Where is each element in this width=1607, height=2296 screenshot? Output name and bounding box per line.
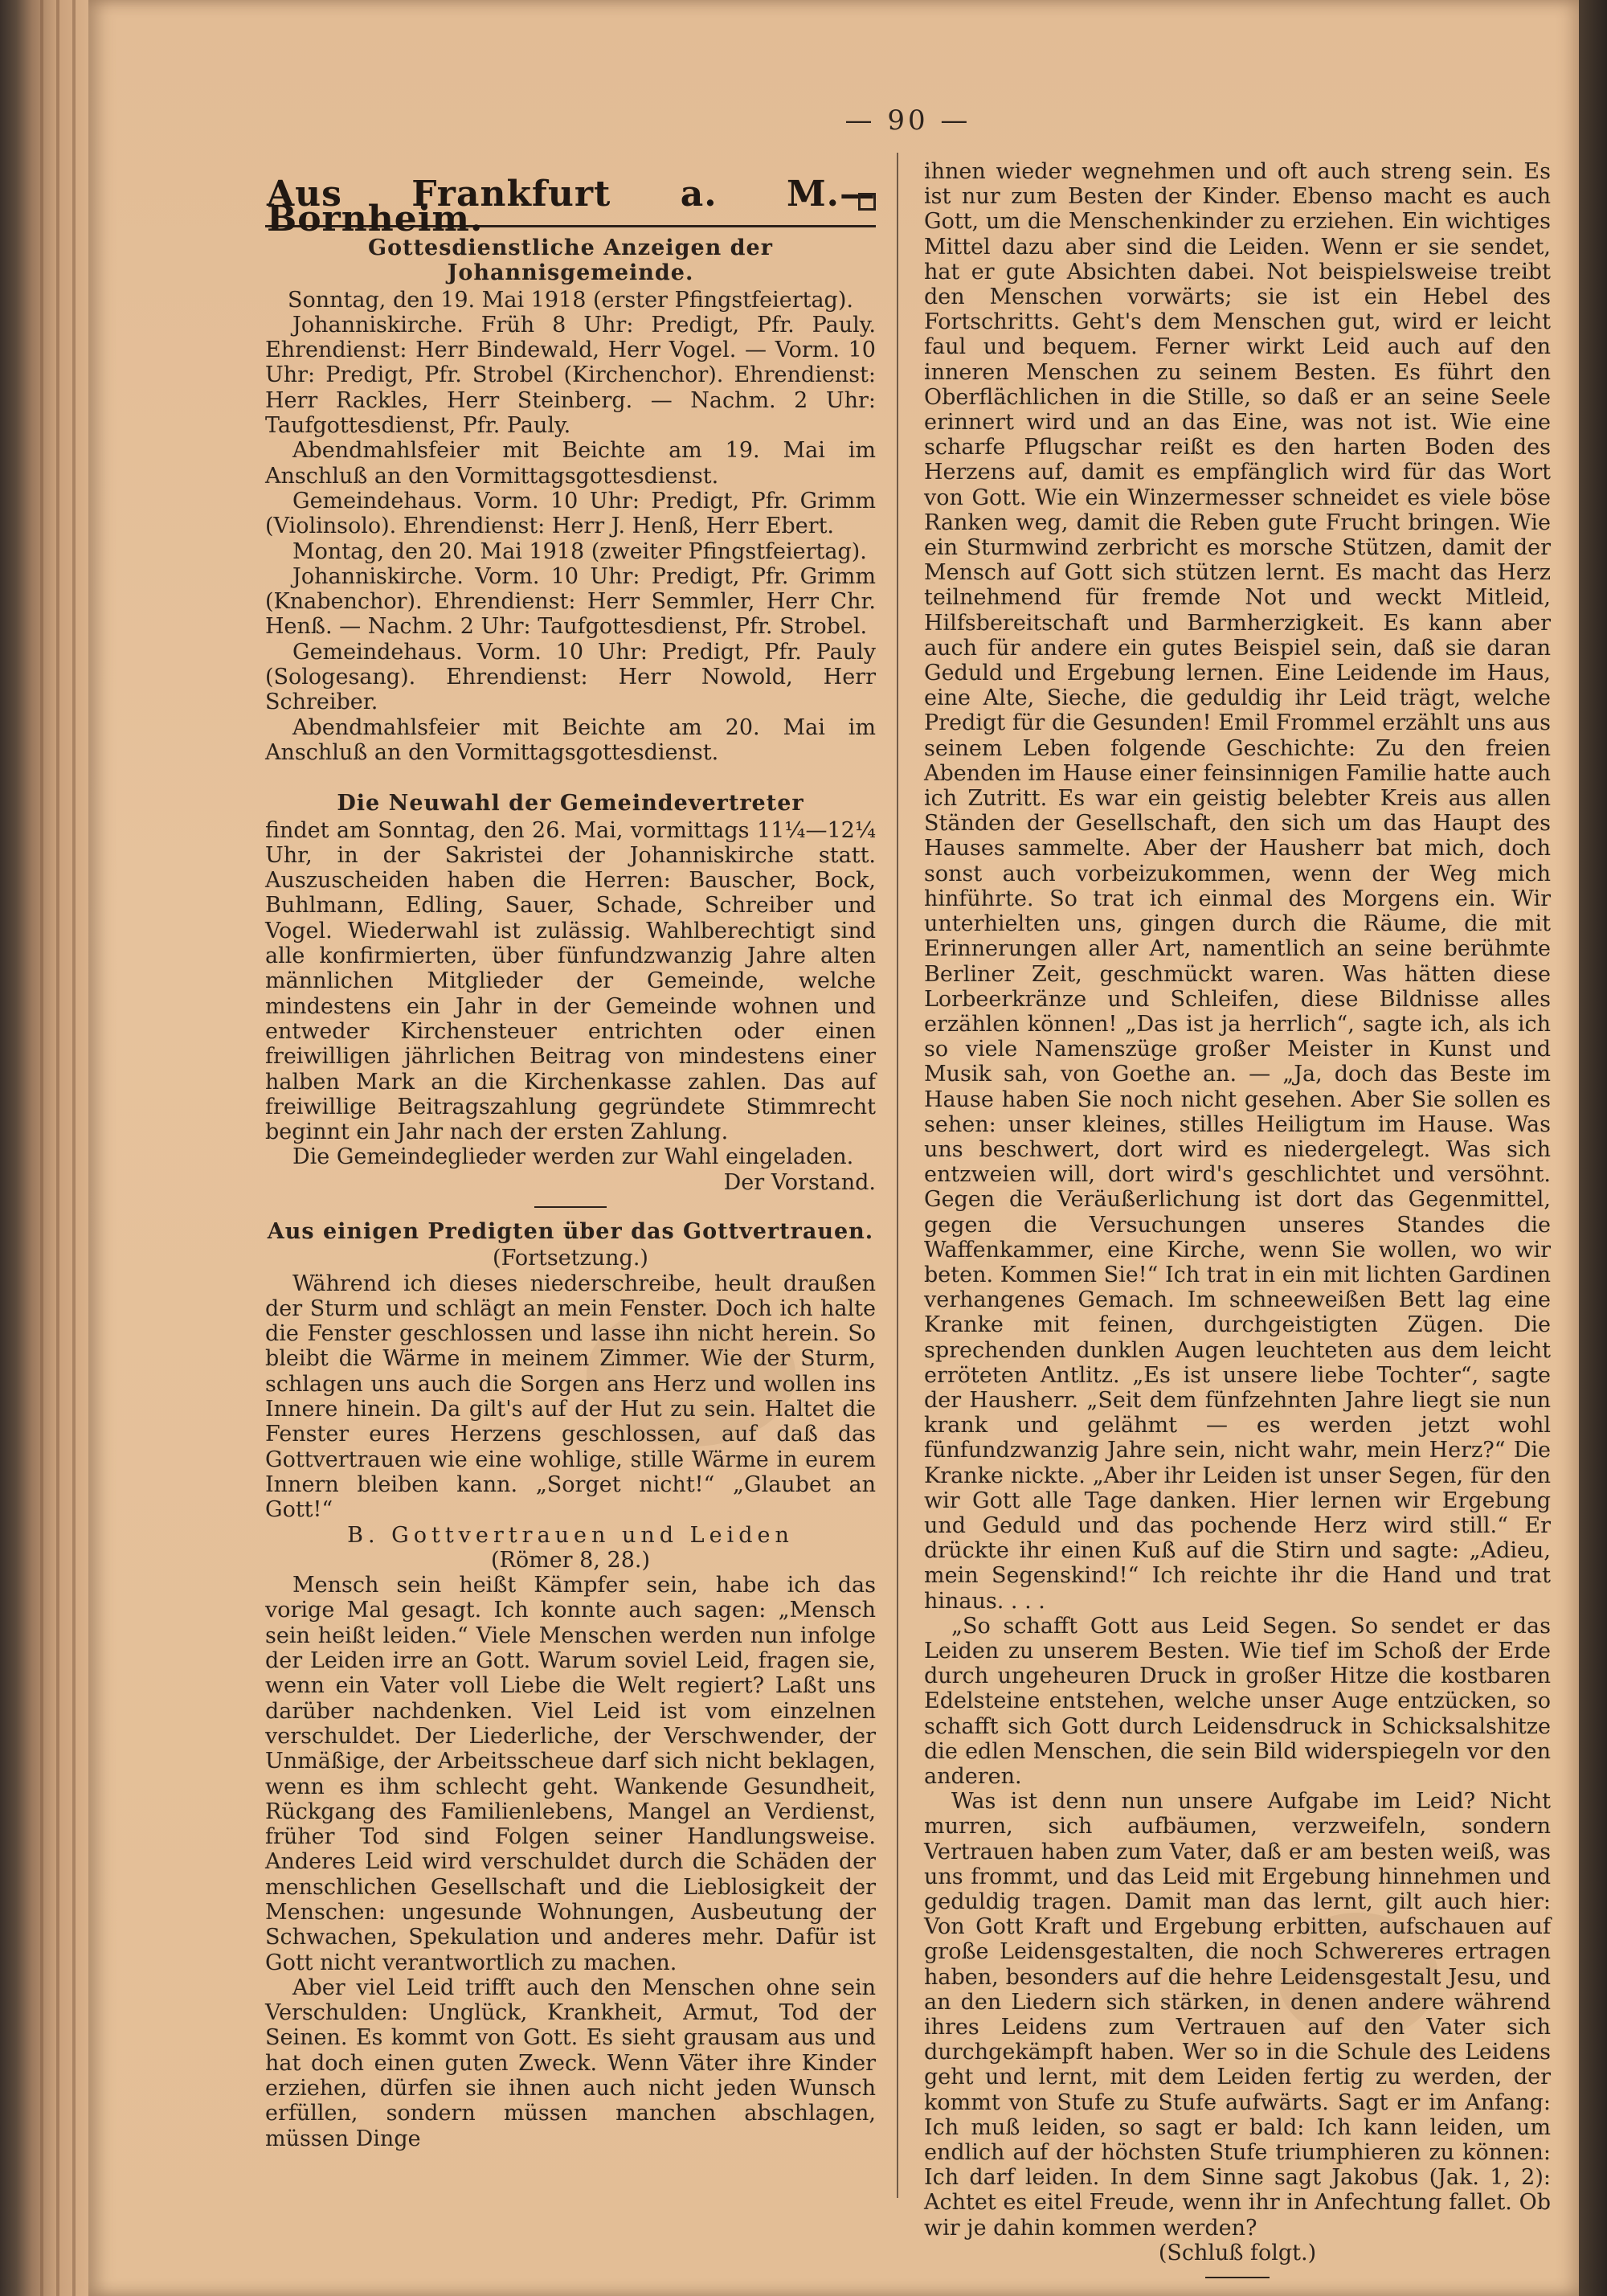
election-paragraph: Die Gemeindeglieder werden zur Wahl eingeladen. — [292, 1144, 854, 1170]
sermon-paragraph: „So schafft Gott aus Leid Segen. So sendet er das Leiden zu unserem Besten. Wie tief im Schoß der Erde durch ungeheuren Druck in großer Hitze die kostbaren Edelsteine entstehen, welche unser Auge entzücken, so schafft sich Gott durch Leidensdruck in Schicksalshitze die edlen Menschen, die sein Bild widerspiegeln vor den anderen. — [924, 1613, 1551, 1789]
spacer — [265, 765, 876, 786]
section-heading: Gottesdienstliche Anzeigen der Johannisgemeinde. — [368, 235, 773, 286]
right-column — [924, 159, 1551, 2290]
service-paragraph: Abendmahlsfeier mit Beichte am 20. Mai im Anschluß an den Vormittagsgottesdienst. — [265, 714, 876, 765]
page-edge-left-1 — [40, 0, 43, 2296]
sermon-paragraph: Aber viel Leid trifft auch den Menschen ohne sein Verschulden: Unglück, Krankheit, Armut, Tod der Seinen. Es kommt von Gott. Es sieht grausam aus und hat doch einen guten Zweck. Wenn Väter ihre Kinder erziehen, dürfen sie ihnen auch nicht jeden Wunsch erfüllen, sondern müssen manchen abschlagen, müssen Dinge — [265, 1975, 876, 2151]
section-heading: Aus einigen Predigten über das Gottvertrauen. — [267, 1218, 874, 1244]
page-edge-left-2 — [56, 0, 59, 2296]
service-date: Montag, den 20. Mai 1918 (zweiter Pfingstfeiertag). — [292, 538, 867, 564]
section-heading: Die Neuwahl der Gemeindevertreter — [337, 791, 804, 816]
column-divider — [897, 153, 898, 2198]
page-edge-left-3 — [72, 0, 76, 2296]
masthead-box-icon — [858, 193, 876, 211]
sermon-paragraph: ihnen wieder wegnehmen und oft auch streng sein. Es ist nur zum Besten der Kinder. Ebenso macht es auch Gott, um die Menschenkinder zu erziehen. Ein wichtiges Mittel dazu aber sind die Leiden. Wenn er sie sendet, hat er gute Absichten dabei. Not beispielsweise treibt den Menschen vorwärts; sie ist ein Hebel des Fortschritts. Geht's dem Menschen gut, wird er leicht faul und bequem. Ferner wirkt Leid auch auf den inneren Menschen zu seinem Besten. Es führt den Oberflächlichen in die Stille, so daß er an seine Seele erinnert wird und an das Eine, was not ist. Wie eine scharfe Pflugschar reißt es den harten Boden des Herzens auf, damit es empfänglich wird für das Wort von Gott. Wie ein Winzermesser schneidet es viele böse Ranken weg, damit die Reben gute Frucht bringen. Wie ein Sturmwind zerbricht es morsche Stützen, damit der Mensch auf Gott sich stützen lernt. Es macht das Herz teilnehmend für fremde Not und weckt Mitleid, Hilfsbereitschaft und Barmherzigkeit. Es kann aber auch für andere ein gutes Beispiel sein, daß sie daran Geduld und Ergebung lernen. Eine Leidende im Haus, eine Alte, Sieche, die geduldig ihr Leid trägt, welche Predigt für die Gesunden! Emil Frommel erzählt uns aus seinem Leben folgende Geschichte: Zu den freien Abenden im Hause einer feinsinnigen Familie hatte auch ich Zutritt. Es war ein geistig belebter Kreis aus allen Ständen der Gesellschaft, den sich um das Haupt des Hauses sammelte. Aber der Hausherr bat mich, doch sonst auch vorbeizukommen, wenn der Weg mich hinführte. So trat ich einmal des Morgens ein. Wir unterhielten uns, gingen durch die Räume, die mit Erinnerungen aller Art, namentlich an seine berühmte Berliner Zeit, geschmückt waren. Was hätten diese Lorbeerkränze und Schleifen, diese Bildnisse alles erzählen können! „Das ist ja herrlich“, sagte ich, als ich so viele Namenszüge großer Meister in Kunst und Musik sah, von Goethe an. — „Ja, doch das Beste im Hause haben Sie noch nicht gesehen. Aber Sie sollen es sehen: unser kleines, stilles Heiligtum im Hause. Was uns beschwert, dort wird es niedergelegt. Was sich entzweien will, dort wird's geschlichtet und versöhnt. Gegen die Veräußerlichung ist dort das Gegenmittel, gegen die Versuchungen unseres Standes die Waffenkammer, eine Kirche, wenn Sie wollen, wo wir beten. Kommen Sie!“ Ich trat in ein mit lichten Gardinen verhangenes Gemach. Im schneeweißen Bett lag eine Kranke mit feinen, durchgeistigten Zügen. Die sprechenden dunklen Augen leuchteten aus dem leicht erröteten Antlitz. „Es ist unsere liebe Tochter“, sagte der Hausherr. „Seit dem fünfzehnten Jahre liegt sie nun krank und gelähmt — es werden jetzt wohl fünfundzwanzig Jahre sein, nicht wahr, mein Herz?“ Die Kranke nickte. „Aber ihr Leiden ist unser Segen, für den wir Gott alle Tage danken. Hier lernen wir Ergebung und Geduld und das pochende Herz wird still.“ Er drückte ihr einen Kuß auf die Stirn und sagte: „Adieu, mein Segenskind!“ Ich reichte ihr die Hand und trat hinaus. . . . — [924, 159, 1551, 1614]
sermon-paragraph: Während ich dieses niederschreibe, heult draußen der Sturm und schlägt an mein Fenster. Doch ich halte die Fenster geschlossen und lasse ihn nicht herein. So bleibt die Wärme in meinem Zimmer. Wie der Sturm, schlagen uns auch die Sorgen ans Herz und wollen ins Innere hinein. Da gilt's auf der Hut zu sein. Haltet die Fenster eures Herzens geschlossen, auf daß das Gottvertrauen wie eine wohlige, stille Wärme in eurem Innern bleiben kann. „Sorget nicht!“ „Glaubet an Gott!“ — [265, 1271, 876, 1523]
page-number: — 90 — — [844, 104, 971, 137]
service-paragraph: Gemeindehaus. Vorm. 10 Uhr: Predigt, Pfr. Pauly (Sologesang). Ehrendienst: Herr Nowold, Herr Schreiber. — [265, 639, 876, 715]
signature: Der Vorstand. — [723, 1169, 876, 1195]
end-divider — [1205, 2277, 1270, 2278]
service-paragraph: Gemeindehaus. Vorm. 10 Uhr: Predigt, Pfr. Grimm (Violinsolo). Ehrendienst: Herr J. Henß, Herr Ebert. — [265, 488, 876, 539]
sermon-subheading: B. Gottvertrauen und Leiden — [347, 1522, 794, 1548]
section-divider — [534, 1206, 607, 1208]
continuation-note: (Schluß folgt.) — [1158, 2240, 1317, 2265]
service-paragraph: Johanniskirche. Vorm. 10 Uhr: Predigt, Pfr. Grimm (Knabenchor). Ehrendienst: Herr Semmler, Herr Chr. Henß. — Nachm. 2 Uhr: Taufgottesdienst, Pfr. Strobel. — [265, 563, 876, 640]
sermon-paragraph: Mensch sein heißt Kämpfer sein, habe ich das vorige Mal gesagt. Ich konnte auch sagen: „Mensch sein heißt leiden.“ Viele Menschen werden nun infolge der Leiden irre an Gott. Warum soviel Leid, fragen sie, wenn ein Vater voll Liebe die Welt regiert? Laßt uns darüber nachdenken. Viel Leid ist vom einzelnen verschuldet. Der Liederliche, der Verschwender, der Unmäßige, der Arbeitsscheue darf sich nicht beklagen, wenn es ihm schlecht geht. Wankende Gesundheit, Rückgang des Familienlebens, Mangel an Verdienst, früher Tod sind Folgen seiner Handlungsweise. Anderes Leid wird verschuldet durch die Schäden der menschlichen Gesellschaft und die Lieblosigkeit der Menschen: ungesunde Wohnungen, Ausbeutung der Schwachen, Spekulation und anderes mehr. Dafür ist Gott nicht verantwortlich zu machen. — [265, 1573, 876, 1975]
left-column — [265, 161, 876, 2151]
service-paragraph: Abendmahlsfeier mit Beichte am 19. Mai im Anschluß an den Vormittagsgottesdienst. — [265, 438, 876, 489]
service-date: Sonntag, den 19. Mai 1918 (erster Pfingstfeiertag). — [288, 287, 853, 313]
masthead — [265, 161, 876, 240]
section-subtitle: (Fortsetzung.) — [493, 1246, 648, 1271]
sermon-paragraph: Was ist denn nun unsere Aufgabe im Leid? Nicht murren, sich aufbäumen, verzweifeln, sondern Vertrauen haben zum Vater, daß er am besten weiß, was uns frommt, und das Leid mit Ergebung hinnehmen und geduldig tragen. Damit man das lernt, gilt auch hier: Von Gott Kraft und Ergebung erbitten, aufschauen auf große Leidensgestalten, die noch Schwereres ertragen haben, besonders auf die hehre Leidensgestalt Jesu, und an den Liedern sich stärken, in denen andere während ihres Leidens zum Vertrauen auf den Vater sich durchgekämpft haben. Wer so in die Schule des Leidens geht und lernt, mit dem Leiden fertig zu werden, der kommt von Stufe zu Stufe aufwärts. Sagt er im Anfang: Ich muß leiden, so sagt er bald: Ich kann leiden, um endlich auf der höchsten Stufe triumphieren zu können: Ich darf leiden. In dem Sinne sagt Jakobus (Jak. 1, 2): Achtet es eitel Freude, wenn ihr in Anfechtung fallet. Ob wir je dahin kommen werden? — [924, 1789, 1551, 2241]
bible-reference: (Römer 8, 28.) — [490, 1547, 650, 1573]
election-paragraph: findet am Sonntag, den 26. Mai, vormittags 11¼—12¼ Uhr, in der Sakristei der Johanniskirche statt. Auszuscheiden haben die Herren: Bauscher, Bock, Buhlmann, Edling, Sauer, Schade, Schreiber und Vogel. Wiederwahl ist zulässig. Wahlberechtigt sind alle konfirmierten, über fünfundzwanzig Jahre alten männlichen Mitglieder der Gemeinde, welche mindestens ein Jahr in der Gemeinde wohnen und entweder Kirchensteuer entrichten oder einen freiwilligen jährlichen Beitrag von mindestens einer halben Mark an die Kirchenkasse zahlen. Das auf freiwillige Beitragszahlung gegründete Stimmrecht beginnt ein Jahr nach der ersten Zahlung. — [265, 817, 876, 1145]
service-paragraph: Johanniskirche. Früh 8 Uhr: Predigt, Pfr. Pauly. Ehrendienst: Herr Bindewald, Herr Vogel. — Vorm. 10 Uhr: Predigt, Pfr. Strobel (Kirchenchor). Ehrendienst: Herr Rackles, Herr Steinberg. — Nachm. 2 Uhr: Taufgottesdienst, Pfr. Pauly. — [265, 312, 876, 439]
masthead-title: Aus Frankfurt a. M.—Bornheim. — [267, 174, 876, 240]
